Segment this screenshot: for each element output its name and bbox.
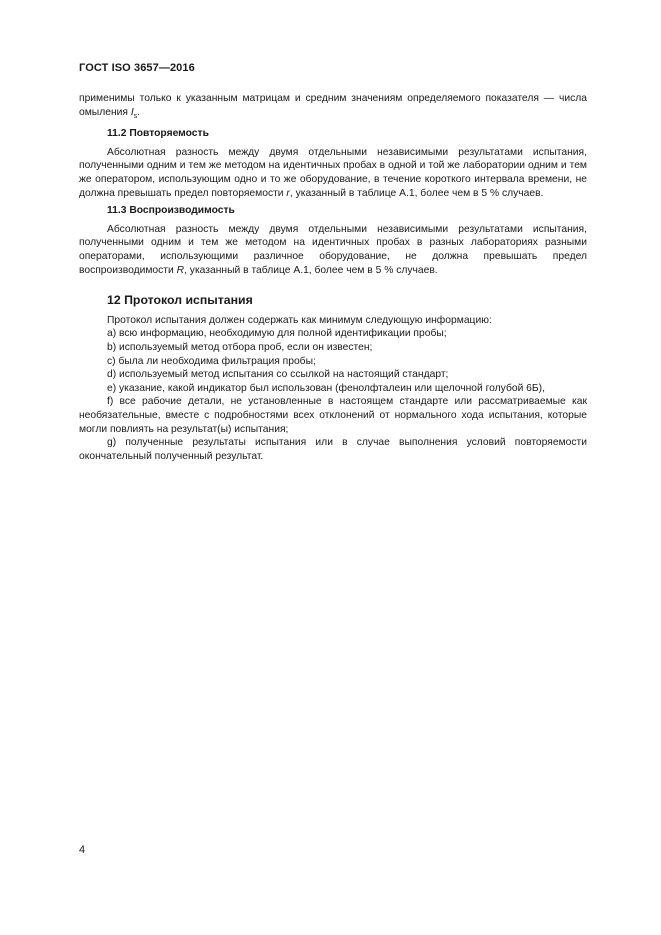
reproducibility-paragraph xyxy=(79,223,587,277)
list-item: c) была ли необходима фильтрация пробы; xyxy=(107,355,316,367)
reproducibility-text-a: Абсолютная разность между двумя отдельными независимыми результатами испытания, полученными одним и тем же методом на идентичных пробах в разных лабораториях разными операторами, использующими различное оборудование, не должна превышать предел воспроизводимости xyxy=(79,223,587,276)
repeatability-text-a: Абсолютная разность между двумя отдельными независимыми результатами испытания, полученными одним и тем же методом на идентичных пробах в одной и той же лаборатории одним и тем же оператором, использующим одно и то же оборудование, в течение короткого интервала времени, не должна превышать предел повторяемости xyxy=(79,146,587,199)
repeatability-heading: 11.2 Повторяемость xyxy=(107,128,209,140)
list-item: a) всю информацию, необходимую для полной идентификации пробы; xyxy=(107,328,447,340)
reproducibility-heading: 11.3 Воспроизводимость xyxy=(107,205,235,217)
list-item: f) все рабочие детали, не установленные в настоящем стандарте или рассматриваемые как необязательные, вместе с подробностями всех отклонений от нормального хода испытания, которые могли повлиять на результат(ы) испытания; xyxy=(79,396,587,435)
reproducibility-symbol: R xyxy=(176,264,185,276)
protocol-intro: Протокол испытания должен содержать как минимум следующую информацию: xyxy=(107,314,492,326)
list-item: d) используемый метод испытания со ссылкой на настоящий стандарт; xyxy=(107,369,449,381)
list-item: b) используемый метод отбора проб, если он известен; xyxy=(107,341,373,353)
list-item: e) указание, какой индикатор был использован (фенолфталеин или щелочной голубой 6Б), xyxy=(107,382,545,394)
reproducibility-text-b: , указанный в таблице A.1, более чем в 5 % случаев. xyxy=(184,264,438,276)
intro-text: применимы только к указанным матрицам и средним значениям определяемого показателя — числа омыления xyxy=(79,93,587,118)
page-number: 4 xyxy=(79,844,86,856)
intro-paragraph xyxy=(79,92,587,123)
repeatability-text-b: , указанный в таблице A.1, более чем в 5 % случаев. xyxy=(289,187,544,199)
protocol-heading: 12 Протокол испытания xyxy=(107,293,253,308)
repeatability-symbol: r xyxy=(286,187,290,199)
saponification-subscript: s xyxy=(133,112,138,120)
saponification-symbol: I xyxy=(130,106,134,118)
list-item: g) полученные результаты испытания или в случае выполнения условий повторяемости окончательный полученный результат. xyxy=(79,437,587,462)
document-body xyxy=(79,92,587,463)
intro-end: . xyxy=(137,106,141,118)
document-header: ГОСТ ISO 3657—2016 xyxy=(79,62,195,74)
repeatability-paragraph xyxy=(79,146,587,200)
